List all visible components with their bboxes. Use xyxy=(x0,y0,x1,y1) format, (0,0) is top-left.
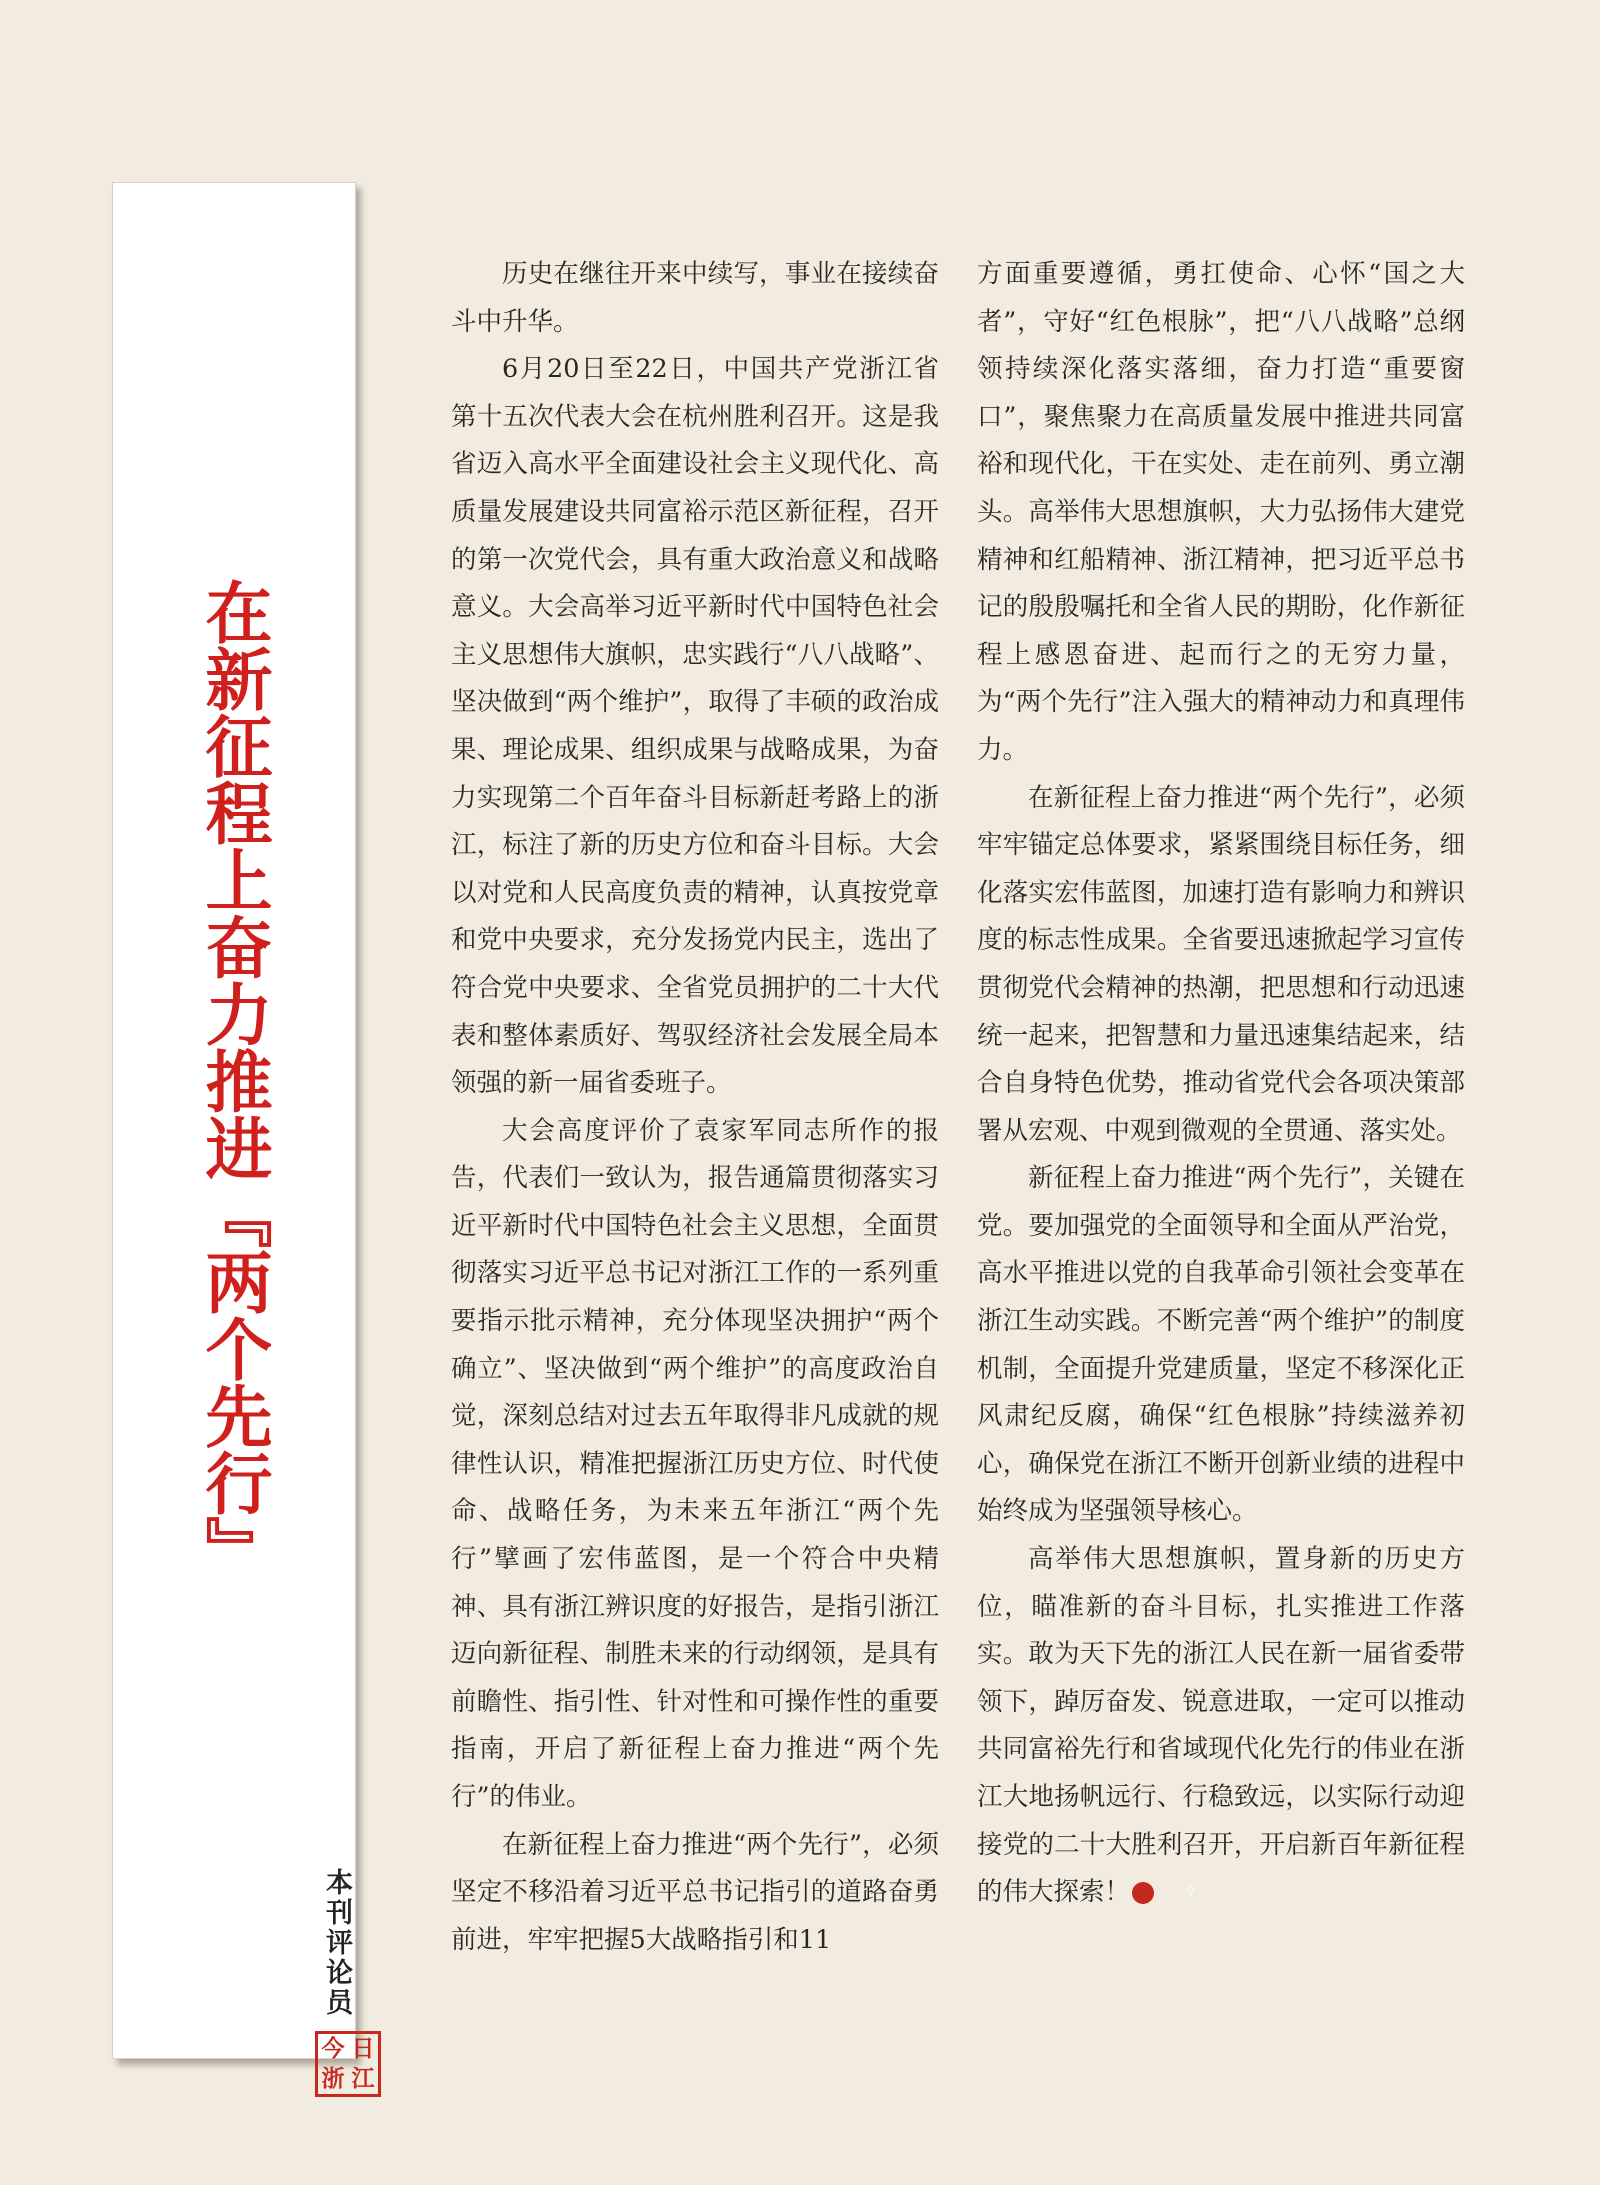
title-panel xyxy=(112,182,375,2092)
seal-char: 江 xyxy=(351,2065,375,2092)
seal-char: 浙 xyxy=(321,2065,345,2092)
paragraph: 新征程上奋力推进“两个先行”，关键在党。要加强党的全面领导和全面从严治党，高水平推进以党的自我革命引领社会变革在浙江生动实践。不断完善“两个维护”的制度机制，全面提升党建质量，坚定不移深化正风肃纪反腐，确保“红色根脉”持续滋养初心，确保党在浙江不断开创新业绩的进程中始终成为坚强领导核心。 xyxy=(977,1163,1465,1527)
seal-stamp xyxy=(315,2031,381,2097)
seal-char: 日 xyxy=(351,2035,375,2062)
right-column xyxy=(977,251,1465,1917)
seal-char: 今 xyxy=(321,2035,345,2062)
end-mark-icon: 今 xyxy=(1132,1882,1154,1904)
paragraph: 在新征程上奋力推进“两个先行”，必须坚定不移沿着习近平总书记指引的道路奋勇前进，牢牢把握5大战略指引和11 xyxy=(451,1829,939,1955)
left-column xyxy=(451,251,939,1964)
paragraph-last xyxy=(977,1536,1465,1917)
paragraph-text: 高举伟大思想旗帜，置身新的历史方位，瞄准新的奋斗目标，扎实推进工作落实。敢为天下先的浙江人民在新一届省委带领下，踔厉奋发、锐意进取，一定可以推动共同富裕先行和省域现代化先行的伟业在浙江大地扬帆远行、行稳致远，以实际行动迎接党的二十大胜利召开，开启新百年新征程的伟大探索！ xyxy=(977,1544,1465,1908)
paragraph: 6月20日至22日，中国共产党浙江省第十五次代表大会在杭州胜利召开。这是我省迈入高水平全面建设社会主义现代化、高质量发展建设共同富裕示范区新征程，召开的第一次党代会，具有重大政治意义和战略意义。大会高举习近平新时代中国特色社会主义思想伟大旗帜，忠实践行“八八战略”、坚决做到“两个维护”，取得了丰硕的政治成果、理论成果、组织成果与战略成果，为奋力实现第二个百年奋斗目标新赶考路上的浙江，标注了新的历史方位和奋斗目标。大会以对党和人民高度负责的精神，认真按党章和党中央要求，充分发扬党内民主，选出了符合党中央要求、全省党员拥护的二十大代表和整体素质好、驾驭经济社会发展全局本领强的新一届省委班子。 xyxy=(451,354,939,1099)
paragraph: 历史在继往开来中续写，事业在接续奋斗中升华。 xyxy=(451,259,939,337)
byline: 本刊评论员 xyxy=(321,1868,352,2018)
article-title: 在新征程上奋力推进『两个先行』 xyxy=(195,578,273,1583)
paragraph: 方面重要遵循，勇扛使命、心怀“国之大者”，守好“红色根脉”，把“八八战略”总纲领持续深化落实落细，奋力打造“重要窗口”，聚焦聚力在高质量发展中推进共同富裕和现代化，干在实处、走在前列、勇立潮头。高举伟大思想旗帜，大力弘扬伟大建党精神和红船精神、浙江精神，把习近平总书记的殷殷嘱托和全省人民的期盼，化作新征程上感恩奋进、起而行之的无穷力量，为“两个先行”注入强大的精神动力和真理伟力。 xyxy=(977,259,1465,765)
paragraph: 在新征程上奋力推进“两个先行”，必须牢牢锚定总体要求，紧紧围绕目标任务，细化落实宏伟蓝图，加速打造有影响力和辨识度的标志性成果。全省要迅速掀起学习宣传贯彻党代会精神的热潮，把思想和行动迅速统一起来，把智慧和力量迅速集结起来，结合自身特色优势，推动省党代会各项决策部署从宏观、中观到微观的全贯通、落实处。 xyxy=(977,782,1465,1146)
paragraph: 大会高度评价了袁家军同志所作的报告，代表们一致认为，报告通篇贯彻落实习近平新时代中国特色社会主义思想，全面贯彻落实习近平总书记对浙江工作的一系列重要指示批示精神，充分体现坚决拥护“两个确立”、坚决做到“两个维护”的高度政治自觉，深刻总结对过去五年取得非凡成就的规律性认识，精准把握浙江历史方位、时代使命、战略任务，为未来五年浙江“两个先行”擘画了宏伟蓝图，是一个符合中央精神、具有浙江辨识度的好报告，是指引浙江迈向新征程、制胜未来的行动纲领，是具有前瞻性、指引性、针对性和可操作性的重要指南，开启了新征程上奋力推进“两个先行”的伟业。 xyxy=(451,1115,939,1812)
